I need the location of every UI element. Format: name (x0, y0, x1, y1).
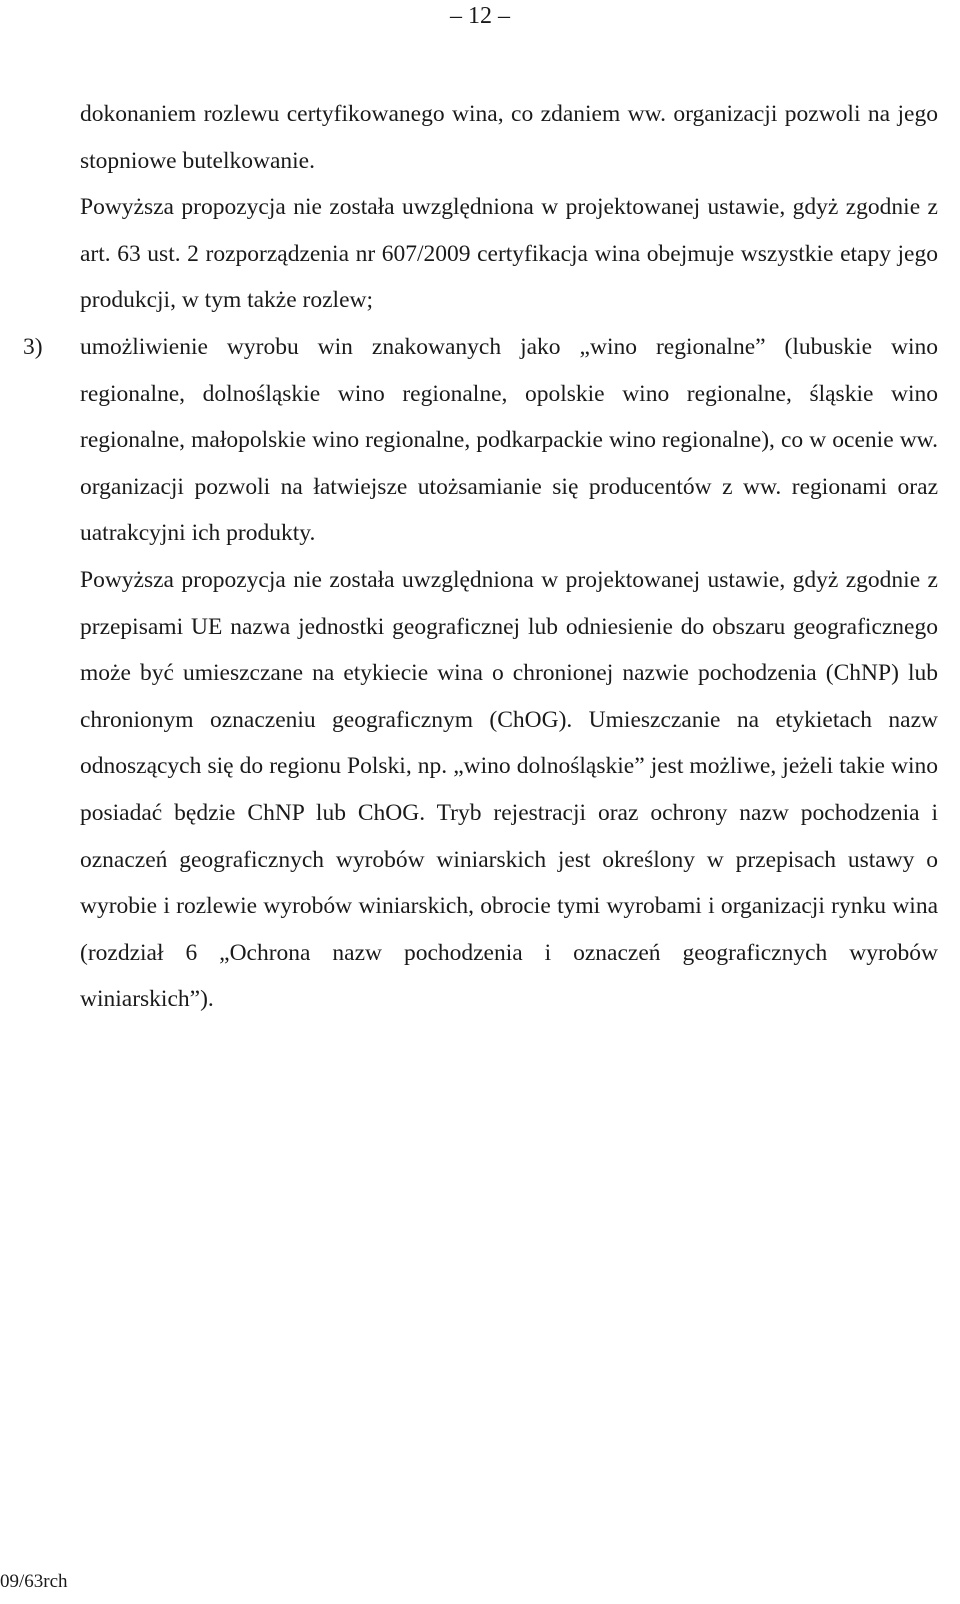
list-item-text: umożliwienie wyrobu win znakowanych jako „wino regionalne” (lubuskie wino regionalne, dolnośląskie wino regionalne, opolskie wino regionalne, śląskie wino regionalne, małopolskie wino regionalne, podkarpackie wino regionalne), co w ocenie ww. organizacji pozwoli na łatwiejsze utożsamianie się producentów z ww. regionami oraz uatrakcyjni ich produkty. (80, 333, 938, 547)
paragraph-response-2: Powyższa propozycja nie została uwzględniona w projektowanej ustawie, gdyż zgodnie z przepisami UE nazwa jednostki geograficznej lub odniesienie do obszaru geograficznego może być umieszczane na etykiecie wina o chronionej nazwie pochodzenia (ChNP) lub chronionym oznaczeniu geograficznym (ChOG). Umieszczanie na etykietach nazw odnoszących się do regionu Polski, np. „wino dolnośląskie” jest możliwe, jeżeli takie wino posiadać będzie ChNP lub ChOG. Tryb rejestracji oraz ochrony nazw pochodzenia i oznaczeń geograficznych wyrobów winiarskich jest określony w przepisach ustawy o wyrobie i rozlewie wyrobów winiarskich, obrocie tymi wyrobami i organizacji rynku wina (rozdział 6 „Ochrona nazw pochodzenia i oznaczeń geograficznych wyrobów winiarskich”). (80, 566, 938, 1013)
document-code: 09/63rch (0, 1571, 68, 1592)
page-number: – 12 – (450, 3, 510, 29)
paragraph-response-1: Powyższa propozycja nie została uwzględniona w projektowanej ustawie, gdyż zgodnie z art. 63 ust. 2 rozporządzenia nr 607/2009 certyfikacja wina obejmuje wszystkie etapy jego produkcji, w tym także rozlew; (80, 194, 938, 314)
document-body (23, 91, 938, 1023)
paragraph-continuation: dokonaniem rozlewu certyfikowanego wina, co zdaniem ww. organizacji pozwoli na jego stopniowe butelkowanie. (80, 101, 938, 174)
list-item-3 (23, 324, 938, 557)
list-item-number: 3) (23, 333, 43, 360)
